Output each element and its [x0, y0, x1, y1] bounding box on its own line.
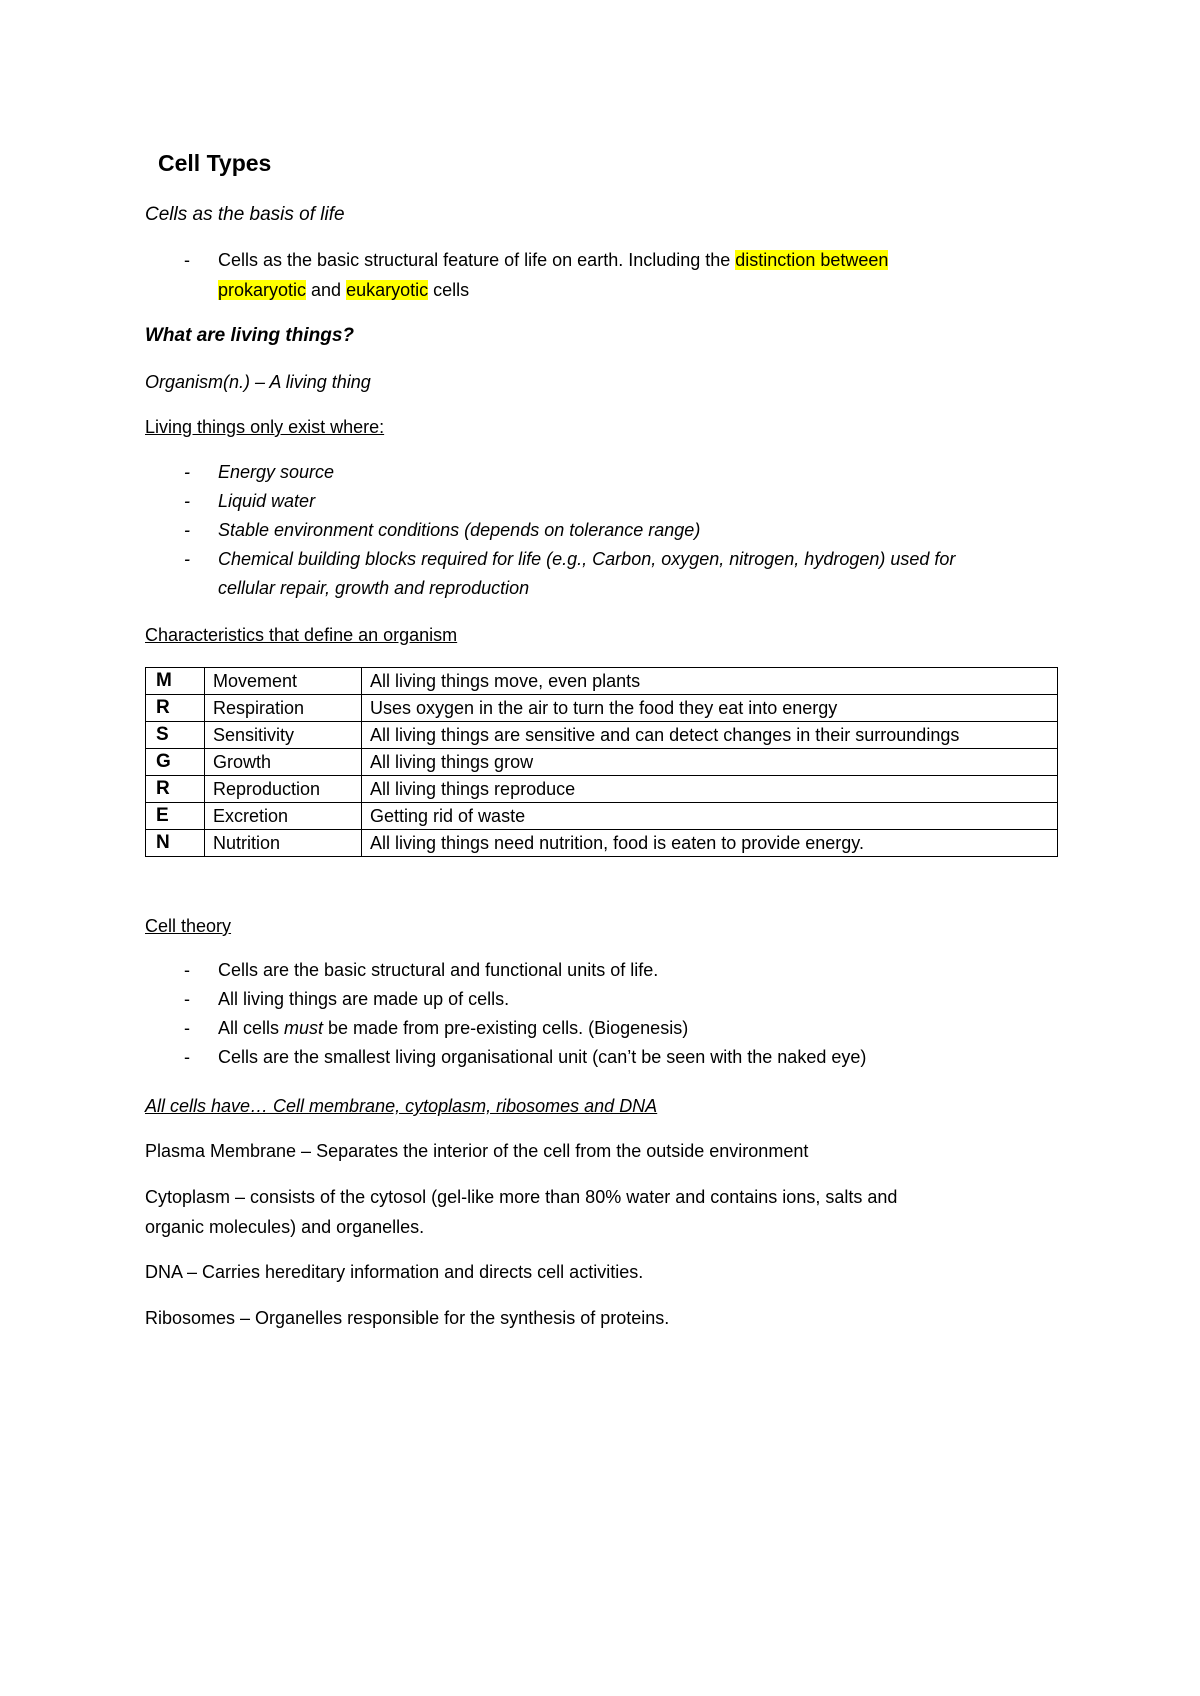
- table-description: All living things move, even plants: [362, 668, 1058, 695]
- cytoplasm-definition-line-1: Cytoplasm – consists of the cytosol (gel-like more than 80% water and contains ions, salts and: [145, 1187, 898, 1207]
- table-description: Getting rid of waste: [362, 803, 1058, 830]
- intro-text-1: Cells as the basic structural feature of life on earth. Including the: [218, 250, 736, 270]
- item-text: All cells: [218, 1018, 285, 1038]
- list-bullet: -: [184, 989, 190, 1009]
- table-term: Sensitivity: [205, 722, 362, 749]
- list-bullet: -: [184, 549, 190, 569]
- list-item: Chemical building blocks required for life (e.g., Carbon, oxygen, nitrogen, hydrogen) used for: [218, 549, 956, 569]
- all-cells-heading: All cells have… Cell membrane, cytoplasm, ribosomes and DNA: [145, 1096, 658, 1116]
- intro-text-2: and: [306, 280, 347, 300]
- table-description: All living things reproduce: [362, 776, 1058, 803]
- living-heading: Living things only exist where:: [145, 417, 385, 437]
- table-term: Excretion: [205, 803, 362, 830]
- plasma-membrane-definition: Plasma Membrane – Separates the interior of the cell from the outside environment: [145, 1141, 809, 1161]
- table-term: Growth: [205, 749, 362, 776]
- cytoplasm-definition-line-2: organic molecules) and organelles.: [145, 1217, 425, 1237]
- list-item: Cells are the basic structural and functional units of life.: [218, 960, 659, 980]
- table-letter: N: [146, 830, 205, 857]
- intro-bullet-marker: -: [184, 250, 190, 270]
- table-term: Movement: [205, 668, 362, 695]
- list-item: Cells are the smallest living organisational unit (can’t be seen with the naked eye): [218, 1047, 867, 1067]
- table-description: All living things grow: [362, 749, 1058, 776]
- list-bullet: -: [184, 520, 190, 540]
- table-row: [146, 830, 1058, 857]
- section-subtitle: Cells as the basis of life: [145, 204, 345, 225]
- cell-theory-heading: Cell theory: [145, 916, 232, 936]
- intro-line-2: [218, 280, 469, 301]
- table-term: Nutrition: [205, 830, 362, 857]
- item-text: be made from pre-existing cells. (Biogenesis): [323, 1018, 689, 1038]
- table-letter: R: [146, 776, 205, 803]
- table-row: [146, 695, 1058, 722]
- list-bullet: -: [184, 1018, 190, 1038]
- table-row: [146, 803, 1058, 830]
- highlight-prokaryotic: prokaryotic: [218, 280, 307, 300]
- page-title: Cell Types: [158, 150, 272, 176]
- table-letter: G: [146, 749, 205, 776]
- living-list: [0, 462, 1200, 612]
- list-item: Liquid water: [218, 491, 316, 511]
- characteristics-heading: Characteristics that define an organism: [145, 625, 458, 645]
- list-item: Stable environment conditions (depends on tolerance range): [218, 520, 701, 540]
- list-item-continuation: cellular repair, growth and reproduction: [218, 578, 530, 598]
- table-description: All living things need nutrition, food is eaten to provide energy.: [362, 830, 1058, 857]
- characteristics-table: [145, 667, 1058, 857]
- list-item: All living things are made up of cells.: [218, 989, 510, 1009]
- intro-line-1: [218, 250, 888, 271]
- list-bullet: -: [184, 960, 190, 980]
- highlight-distinction: distinction between: [735, 250, 889, 270]
- item-emphasis: must: [284, 1018, 324, 1038]
- question-heading: What are living things?: [145, 325, 355, 346]
- table-letter: S: [146, 722, 205, 749]
- table-description: All living things are sensitive and can detect changes in their surroundings: [362, 722, 1058, 749]
- highlight-eukaryotic: eukaryotic: [346, 280, 429, 300]
- list-bullet: -: [184, 1047, 190, 1067]
- table-term: Respiration: [205, 695, 362, 722]
- list-item: [218, 1018, 688, 1039]
- list-bullet: -: [184, 491, 190, 511]
- table-row: [146, 776, 1058, 803]
- table-letter: E: [146, 803, 205, 830]
- table-term: Reproduction: [205, 776, 362, 803]
- table-row: [146, 722, 1058, 749]
- ribosomes-definition: Ribosomes – Organelles responsible for the synthesis of proteins.: [145, 1308, 670, 1328]
- organism-definition: Organism(n.) – A living thing: [145, 372, 371, 392]
- table-letter: M: [146, 668, 205, 695]
- list-item: Energy source: [218, 462, 335, 482]
- cell-theory-list: [0, 960, 1200, 1080]
- dna-definition: DNA – Carries hereditary information and directs cell activities.: [145, 1262, 644, 1282]
- table-row: [146, 749, 1058, 776]
- list-bullet: -: [184, 462, 190, 482]
- intro-text-3: cells: [428, 280, 470, 300]
- table-description: Uses oxygen in the air to turn the food they eat into energy: [362, 695, 1058, 722]
- table-row: [146, 668, 1058, 695]
- table-letter: R: [146, 695, 205, 722]
